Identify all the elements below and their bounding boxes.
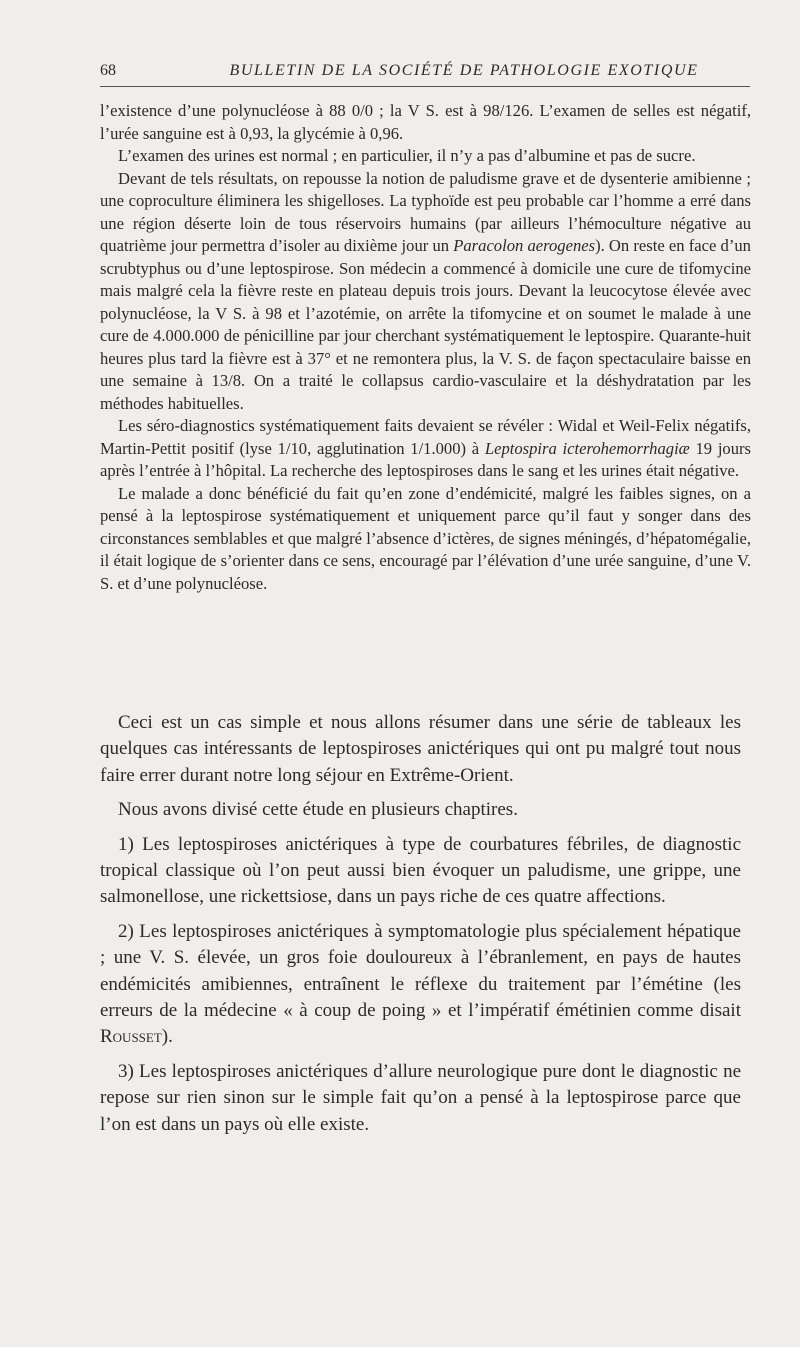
organism-name: Leptospira icterohemorrhagiæ (484, 438, 690, 458)
paragraph-text: Devant de tels résultats, on repousse la notion de paludisme grave et de dysenterie amibienne ; une coproculture éliminera les shigelloses. La typhoïde est peu probable car l’homme a erré dans une région déserte loin de tous réservoirs humains (par ailleurs l’hémoculture négative au quatrième jour permettra d’isoler au dixième jour un (100, 168, 751, 255)
paragraph: 1) Les leptospiroses anictériques à type de courbatures fébriles, de diagnostic tropical classique où l’on peut aussi bien évoquer un paludisme, une grippe, une salmonellose, une rickettsiose, dans un pays riche de ces quatre affections. (100, 833, 741, 908)
paragraph: l’existence d’une polynucléose à 88 0/0 ; la V S. est à 98/126. L’examen de selles est négatif, l’urée sanguine est à 0,93, la glycémie à 0,96. (100, 101, 751, 143)
paragraph: Le malade a donc bénéficié du fait qu’en zone d’endémicité, malgré les faibles signes, on a pensé à la leptospirose systématiquement et uniquement parce qu’il faut y songer dans des circonstances semblables et que malgré l’absence d’ictères, de signes méningés, d’hépatomégalie, il était logique de s’orienter dans ce sens, encouragé par l’élévation d’une urée sanguine, d’une V. S. et d’une polynucléose. (100, 483, 751, 593)
paragraph-text: 2) Les leptospiroses anictériques à symptomatologie plus spécialement hépatique ; une V. S. élevée, un gros foie douloureux à l’ébranlement, en pays de hautes endémicités amibiennes, entraînent le réflexe du traitement par l’émétine (les erreurs de la médecine « à coup de poing » et l’impératif émétinien comme disait (100, 920, 741, 1022)
running-title: BULLETIN DE LA SOCIÉTÉ DE PATHOLOGIE EXOTIQUE (229, 62, 699, 79)
paragraph (100, 168, 751, 416)
author-name: Rousset (100, 1026, 162, 1048)
paragraph: Ceci est un cas simple et nous allons résumer dans une série de tableaux les quelques cas intéressants de leptospiroses anictériques qui ont pu malgré tout nous faire errer durant notre long séjour en Extrême-Orient. (100, 712, 741, 786)
case-report-text (100, 100, 751, 595)
page-number: 68 (100, 62, 116, 79)
paragraph-text: ). On reste en face d’un scrubtyphus ou d’une leptospirose. Son médecin a commencé à domicile une cure de tifomycine mais malgré cela la fièvre reste en plateau depuis trois jours. Devant la leucocytose élevée avec polynucléose, la V S. à 98 et l’azotémie, on arrête la tifomycine et on soumet le malade à une cure de 4.000.000 de pénicilline par jour cherchant systématiquement le leptospire. Quarante-huit heures plus tard la fièvre est à 37° et ne remontera plus, la V. S. de façon spectaculaire baisse en une semaine à 13/8. On a traité le collapsus cardio-vasculaire et la déshydratation par les méthodes habituelles. (100, 236, 751, 413)
page-header (100, 62, 750, 87)
paragraph: L’examen des urines est normal ; en particulier, il n’y a pas d’albumine et pas de sucre. (118, 146, 696, 165)
paragraph-text: Les séro-diagnostics systématiquement faits devaient se révéler : Widal et Weil-Felix négatifs, Martin-Pettit positif (lyse 1/10, agglutination 1/1.000) à (100, 416, 751, 458)
paragraph (100, 415, 751, 483)
paragraph-text: 19 jours après l’entrée à l’hôpital. La recherche des leptospiroses dans le sang et les urines était négative. (100, 438, 751, 480)
paragraph (100, 919, 741, 1051)
paragraph: Nous avons divisé cette étude en plusieurs chaptires. (118, 799, 518, 821)
paragraph-text: ). (161, 1026, 173, 1048)
paragraph: 3) Les leptospiroses anictériques d’allure neurologique pure dont le diagnostic ne repose sur rien sinon sur le simple fait qu’on a pensé à la leptospirose parce que l’on est dans un pays où elle existe. (100, 1060, 741, 1135)
organism-name: Paracolon aerogenes (453, 236, 596, 255)
summary-text (100, 710, 741, 1139)
